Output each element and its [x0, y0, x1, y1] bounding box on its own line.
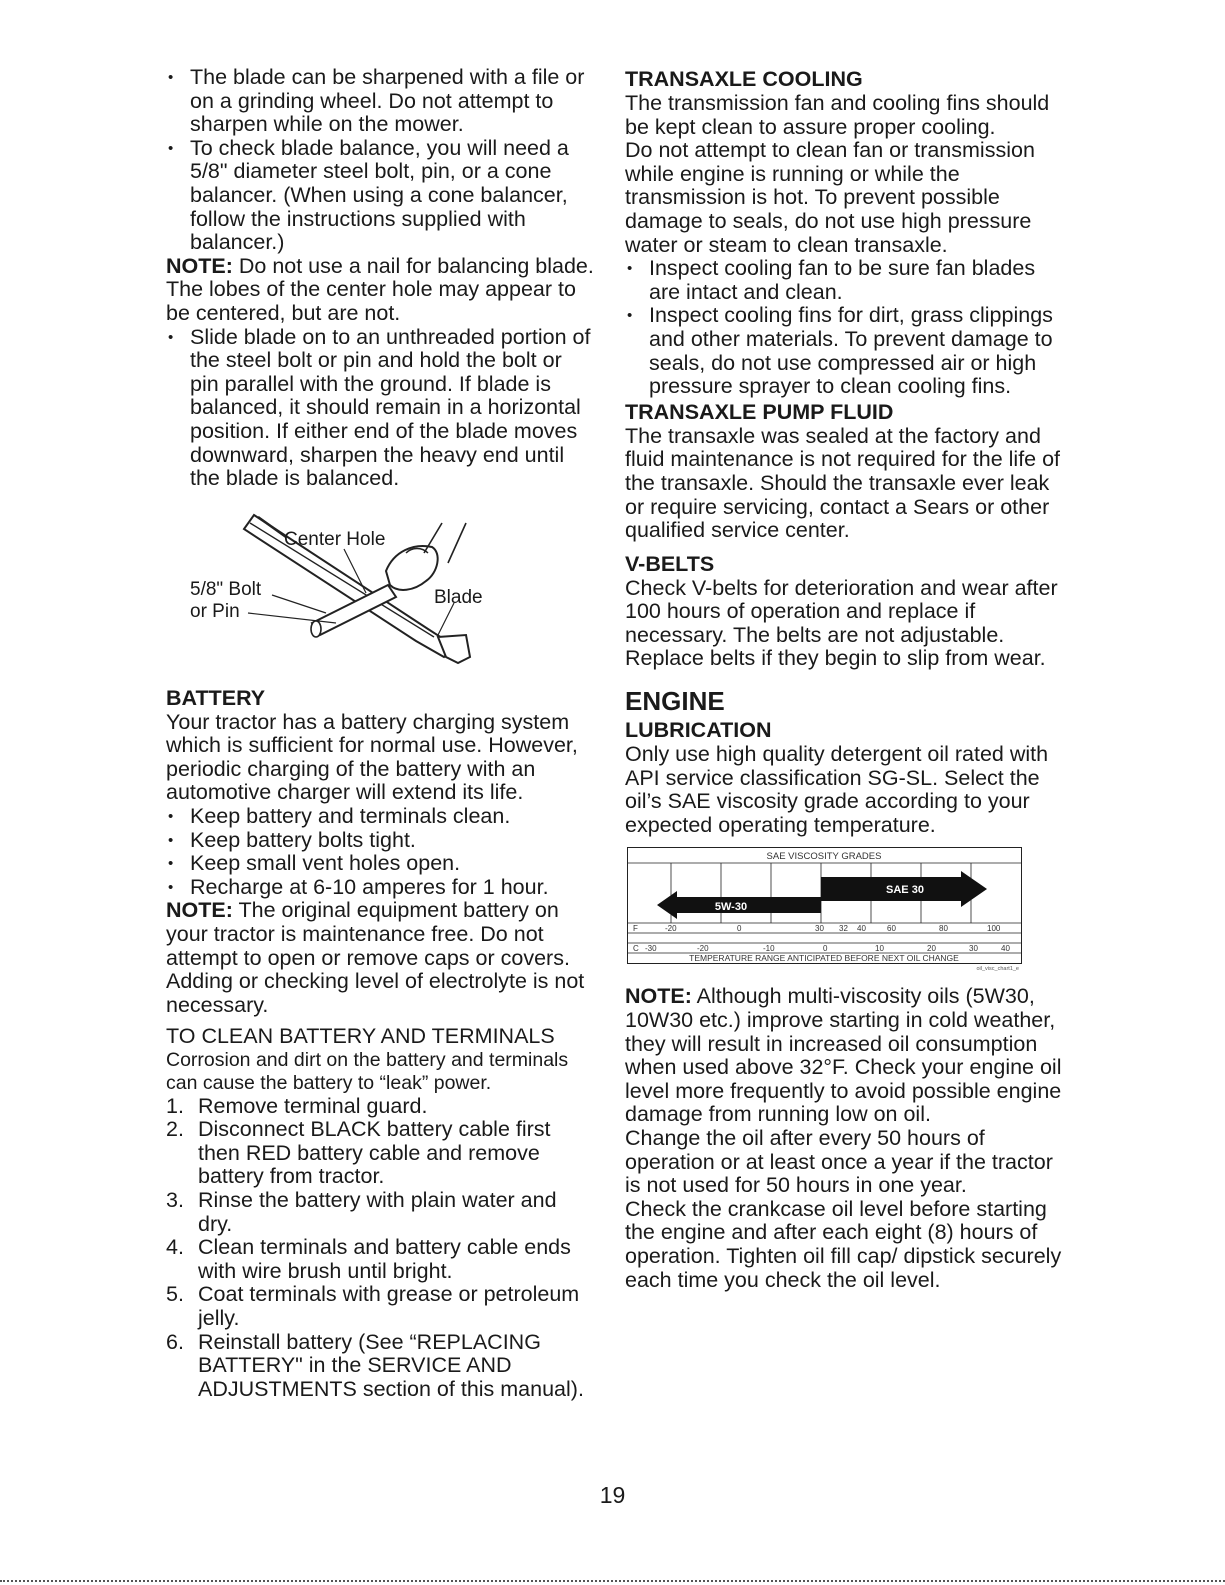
note-paragraph	[166, 255, 596, 326]
v-belts-paragraph: Check V-belts for deterioration and wear after 100 hours of operation and replace if necessary. The belts are not adjustable. Replace belts if they begin to slip from wear.	[625, 575, 1058, 671]
battery-heading: BATTERY	[166, 685, 266, 710]
list-item: • Slide blade on to an unthreaded portion of the steel bolt or pin and hold the bolt or pin parallel with the ground. If blade is balanced, it should remain in a horizontal position. If either end of the blade moves downward, sharpen the heavy end until the blade is balanced.	[166, 326, 596, 491]
bottom-rule	[0, 1580, 1225, 1582]
f-tick: -20	[665, 924, 677, 934]
step-number: 5.	[166, 1282, 184, 1307]
list-item	[166, 1095, 596, 1119]
f-tick: 60	[887, 924, 896, 934]
list-item: • Keep battery bolts tight.	[166, 829, 596, 853]
f-tick: 40	[857, 924, 866, 934]
step-number: 2.	[166, 1117, 184, 1142]
lubrication-paragraph: Only use high quality detergent oil rated with API service classification SG-SL. Select the oil’s SAE viscosity grade according to your expected operating temperature.	[625, 742, 1049, 837]
cooling-paragraph: Do not attempt to clean fan or transmission while engine is running or while the transmission is hot. To prevent possible damage to seals, do not use high pressure water or steam to clean transaxle.	[625, 138, 1035, 257]
sae-30-label: SAE 30	[886, 884, 924, 897]
c-tick: 30	[969, 944, 978, 954]
step-number: 4.	[166, 1235, 184, 1260]
blade-balance-figure	[166, 507, 596, 675]
list-item	[166, 1189, 596, 1236]
list-item: • To check blade balance, you will need a 5/8" diameter steel bolt, pin, or a cone balancer. (When using a cone balancer, follow the instructions supplied with balancer.)	[166, 137, 596, 255]
transaxle-cooling-heading: TRANSAXLE COOLING	[625, 67, 863, 91]
note-paragraph	[166, 899, 596, 1017]
viscosity-chart	[627, 847, 1025, 971]
viscosity-chart-svg	[627, 847, 1025, 971]
step-text: Coat terminals with grease or petroleum jelly.	[198, 1282, 580, 1330]
5w-30-label: 5W-30	[714, 901, 748, 914]
note-label: NOTE:	[625, 984, 692, 1009]
step-number: 6.	[166, 1329, 184, 1354]
c-tick: 40	[1001, 944, 1010, 954]
note-text: Although multi-viscosity oils (5W30, 10W30 etc.) improve starting in cold weather, they will result in increased oil consumption when used above 32°F. Check your engine oil level more frequently to avoid possible engine damage from running low on oil.	[625, 984, 1062, 1127]
page-number: 19	[599, 1482, 626, 1508]
oil-check-paragraph: Check the crankcase oil level before starting the engine and after each eight (8) hours of operation. Tighten oil fill cap/ dipstick securely each time you check the oil level.	[625, 1196, 1062, 1292]
note-label: NOTE:	[166, 898, 233, 923]
battery-bullet-list	[166, 805, 596, 899]
list-item	[166, 1236, 596, 1283]
list-item: • Inspect cooling fins for dirt, grass clippings and other materials. To prevent damage to seals, do not use compressed air or high pressure sprayer to clean cooling fins.	[625, 304, 1065, 398]
engine-heading: ENGINE	[625, 686, 725, 717]
f-tick: 100	[987, 924, 1001, 934]
pump-fluid-heading: TRANSAXLE PUMP FLUID	[625, 399, 894, 424]
chart-code: oil_visc_chart1_e	[976, 966, 1019, 972]
list-item: • Inspect cooling fan to be sure fan blades are intact and clean.	[625, 257, 1065, 304]
blade-bullet-list	[166, 66, 596, 255]
note-text: Do not use a nail for balancing blade. The lobes of the center hole may appear to be centered, but are not.	[166, 253, 594, 325]
list-item	[166, 1118, 596, 1189]
step-text: Remove terminal guard.	[198, 1093, 428, 1118]
c-tick: -10	[763, 944, 775, 954]
c-tick: 20	[927, 944, 936, 954]
oil-change-paragraph: Change the oil after every 50 hours of operation or at least once a year if the tractor is not used for 50 hours in one year.	[625, 1126, 1053, 1198]
list-item	[166, 1283, 596, 1330]
clean-battery-paragraph: Corrosion and dirt on the battery and terminals can cause the battery to “leak” power.	[166, 1049, 569, 1094]
f-tick: 32	[839, 924, 848, 934]
f-tick: 0	[737, 924, 742, 934]
pump-fluid-paragraph: The transaxle was sealed at the factory and fluid maintenance is not required for the life of the transaxle. Should the transaxle ever leak or require servicing, contact a Sears or other qualified service center.	[625, 423, 1061, 543]
step-text: Clean terminals and battery cable ends with wire brush until bright.	[198, 1235, 571, 1283]
f-tick: 80	[939, 924, 948, 934]
c-tick: -20	[697, 944, 709, 954]
step-text: Rinse the battery with plain water and dry.	[198, 1187, 557, 1236]
step-text: Reinstall battery (See “REPLACING BATTERY" in the SERVICE AND ADJUSTMENTS section of this manual).	[198, 1329, 584, 1401]
pin-label: or Pin	[190, 600, 240, 622]
blade-illustration	[166, 507, 596, 675]
step-number: 1.	[166, 1093, 184, 1118]
list-item: • Recharge at 6-10 amperes for 1 hour.	[166, 876, 596, 900]
list-item	[166, 1331, 596, 1402]
right-column	[625, 66, 1065, 1292]
f-tick: 30	[815, 924, 824, 934]
step-number: 3.	[166, 1187, 184, 1212]
cooling-paragraph: The transmission fan and cooling fins should be kept clean to assure proper cooling.	[625, 91, 1050, 139]
f-axis-label: F	[633, 924, 638, 934]
balance-bullet-list	[166, 326, 596, 491]
bolt-label: 5/8" Bolt	[190, 578, 262, 600]
note-paragraph	[625, 985, 1065, 1127]
left-column	[166, 66, 596, 1401]
list-item: • Keep battery and terminals clean.	[166, 805, 596, 829]
c-axis-label: C	[633, 944, 639, 954]
c-tick: 10	[875, 944, 884, 954]
lubrication-heading: LUBRICATION	[625, 718, 772, 743]
cleaning-steps-list	[166, 1095, 596, 1402]
battery-paragraph: Your tractor has a battery charging system which is sufficient for normal use. However, periodic charging of the battery with an automotive charger will extend its life.	[166, 709, 578, 805]
note-text: The original equipment battery on your tractor is maintenance free. Do not attempt to open or remove caps or covers. Adding or checking level of electrolyte is not necessary.	[166, 898, 585, 1017]
chart-caption: TEMPERATURE RANGE ANTICIPATED BEFORE NEXT OIL CHANGE	[689, 953, 959, 964]
step-text: Disconnect BLACK battery cable first then RED battery cable and remove battery from tractor.	[198, 1117, 551, 1189]
v-belts-heading: V-BELTS	[625, 551, 715, 576]
cooling-bullet-list	[625, 257, 1065, 399]
list-item: • Keep small vent holes open.	[166, 852, 596, 876]
blade-label: Blade	[434, 586, 483, 608]
chart-title: SAE VISCOSITY GRADES	[766, 851, 882, 863]
c-tick: 0	[823, 944, 828, 954]
note-label: NOTE:	[166, 253, 233, 278]
list-item: • The blade can be sharpened with a file or on a grinding wheel. Do not attempt to sharpen while on the mower.	[166, 66, 596, 137]
clean-battery-heading: TO CLEAN BATTERY AND TERMINALS	[166, 1024, 555, 1049]
center-hole-label: Center Hole	[284, 528, 386, 550]
c-tick: -30	[645, 944, 657, 954]
